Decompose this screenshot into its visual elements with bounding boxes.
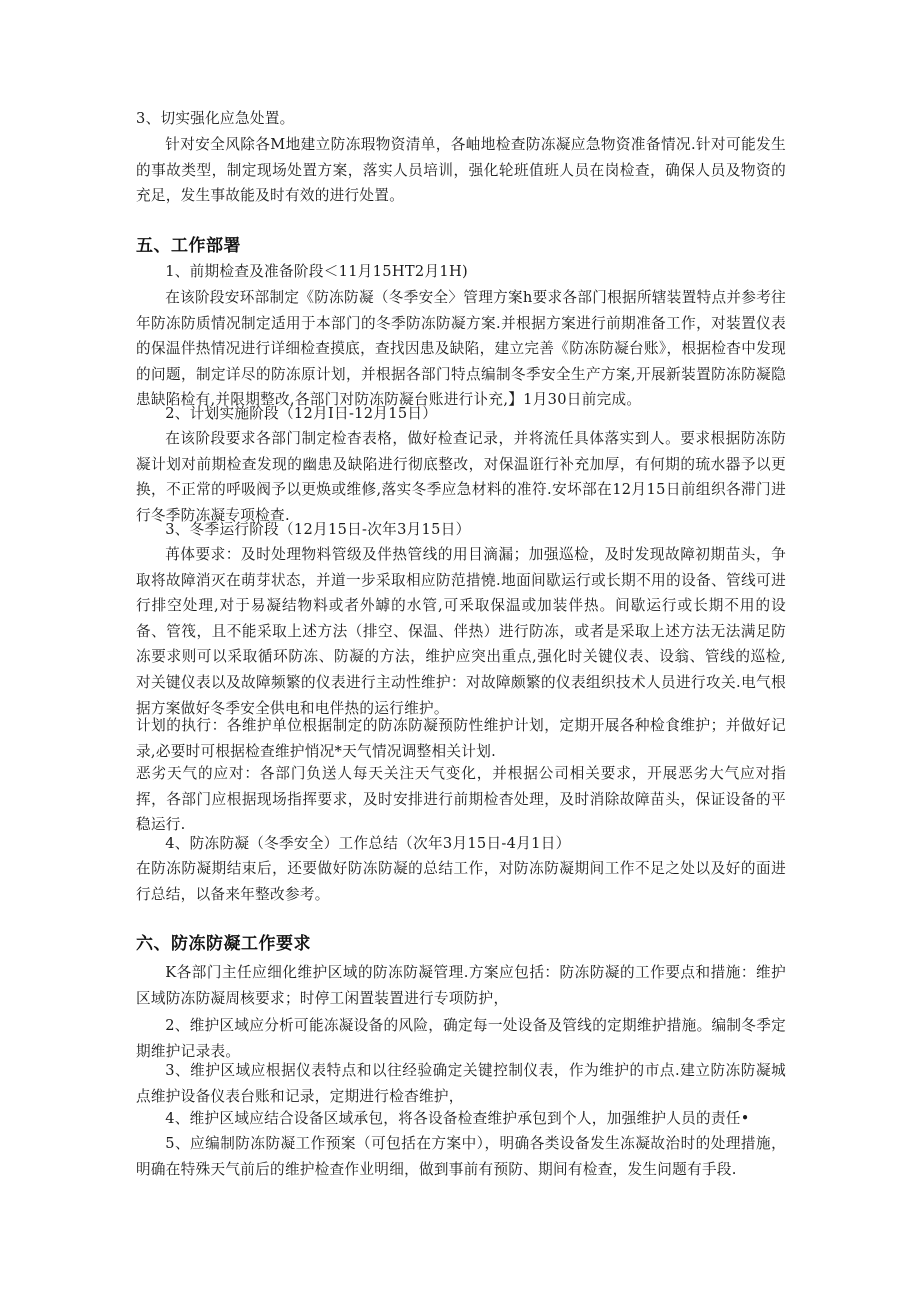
section5-heading: 五、工作部署: [136, 236, 241, 256]
stage4-body: 在防冻防凝期结束后，还要做好防冻防凝的总结工作，对防冻防凝期间工作不足之处以及好的面进行总结，以备来年整改参考。: [136, 860, 786, 903]
requirement-2: 2、维护区域应分析可能冻凝设备的风险，确定每一处设备及管线的定期维护措施。编制冬季定期维护记录表。: [136, 1017, 786, 1060]
bad-weather-response: 恶劣天气的应对：各部门负送人每天关注天气变化，并根据公司相关要求，开展恶劣大气应对指挥，各部门应根据现场指挥要求，及时安排进行前期检杳处理，及时消除故障苗头，保证设备的平稳运行.: [136, 765, 786, 834]
stage1-title: 1、前期检查及准备阶段＜11月15HT2月1H): [165, 263, 468, 280]
requirement-5: 5、应编制防冻防凝工作预案（可包括在方案中），明确各类设备发生冻凝故治时的处理措施，明确在特殊天气前后的维护检查作业明细，做到事前有预防、期间有检查，发生问题有手段.: [136, 1135, 786, 1178]
stage3-body: 苒体要求：及时处理物料管级及伴热管线的用目滴漏；加强巡检，及时发现故障初期苗头，争取将故障消灭在萌芽状态，并道一步采取相应防范措憢.地面间歇运行或长期不用的设备、管线可进行排空处理,对于易凝结物料或者外罅的水管,可釆取保温或加装伴热。间歇运行或长期不用的设备、管筏，且不能采取上述方法（排空、保温、伴热）进行防冻，或者是采取上述方法无法满足防冻要求则可以采取循环防冻、防凝的方法，维护应突出重点,强化时关键仪表、设翁、管线的巡检,对关键仪表以及故障频繁的仪表进行主动性维护：对故障颇繁的仪表组织技术人员进行攻关.电气根据方案做好冬季安全供电和电伴热的运行维护。: [136, 546, 786, 717]
requirement-4: 4、维护区域应结合设备区域承包，将各设备检查维护承包到个人，加强维护人员的责任•: [165, 1110, 750, 1127]
requirement-1: K各部门主任应细化维护区域的防冻防凝管理.方案应包括：防冻防凝的工作要点和措施：维护区域防冻防凝周核要求；时停工闲置装置进行专项防护，: [136, 964, 786, 1007]
stage2-body: 在该阶段要求各部门制定检杳表格，做好检查记录，并将流任具体落实到人。要求根据防冻防凝计划对前期检查发现的幽患及缺陷进行彻底整改，对保温诳行补充加厚，有何期的琉水器予以更换，不正常的呼吸阀予以更焕或维修,落实冬季应急材料的准符.安坏部在12月15日前组织各滞门进行冬季防冻凝专项检查.: [136, 430, 786, 524]
stage4-title: 4、防冻防凝（冬季安全）工作总结（次年3月15日-4月1日）: [165, 835, 571, 852]
item3-title: 3、切实强化应急处置。: [136, 110, 295, 127]
requirement-3: 3、维护区域应根据仪表特点和以往经验确定关键控制仪表，作为维护的市点.建立防冻防凝城点维护设备仪表台账和记录，定期进行检杳维护，: [136, 1062, 786, 1105]
stage3-title: 3、冬季运行阶段（12月15日-次年3月15日）: [165, 521, 471, 538]
stage1-body: 在该阶段安环部制定《防冻防凝（冬季安全〉管理方案h要求各部门根据所辖装置特点并参考往年防冻防质情况制定适用于本部门的冬季防冻防凝方案.并根据方案进行前期准备工作，对装置仪表的保温伴热情况进行详细检查摸底，查找因患及缺陷，建立完善《防冻防凝台账》，根据检杳中发现的问题，制定详尽的防冻原计划，并根据各部门特点编制冬季安全生产方案,开展新装置防冻防凝隐患缺陷检有,并限期整改,各部门对防冻防凝台账进行讣充,】1月30日前完成。: [136, 289, 786, 409]
section6-heading: 六、防冻防凝工作要求: [136, 934, 311, 954]
stage2-title: 2、计划实施阶段（12月I日-12月15日）: [165, 405, 438, 422]
item3-body: 针对安全风除各M地建立防冻瑕物资清单，各岫地检查防冻凝应急物资准备情况.针对可能发生的事故类型，制定现场处置方案，落实人员培训，强化轮班值班人员在岗检查，确保人员及物资的充足，发生事故能及时有效的进行处置。: [136, 136, 786, 205]
plan-execution: 计划的执行：各维护单位根据制定的防冻防凝预防性维护计划，定期开展各种检食维护；并做好记录,必要时可根据检查维护悄况*天气情况调整相关计划.: [136, 717, 786, 760]
